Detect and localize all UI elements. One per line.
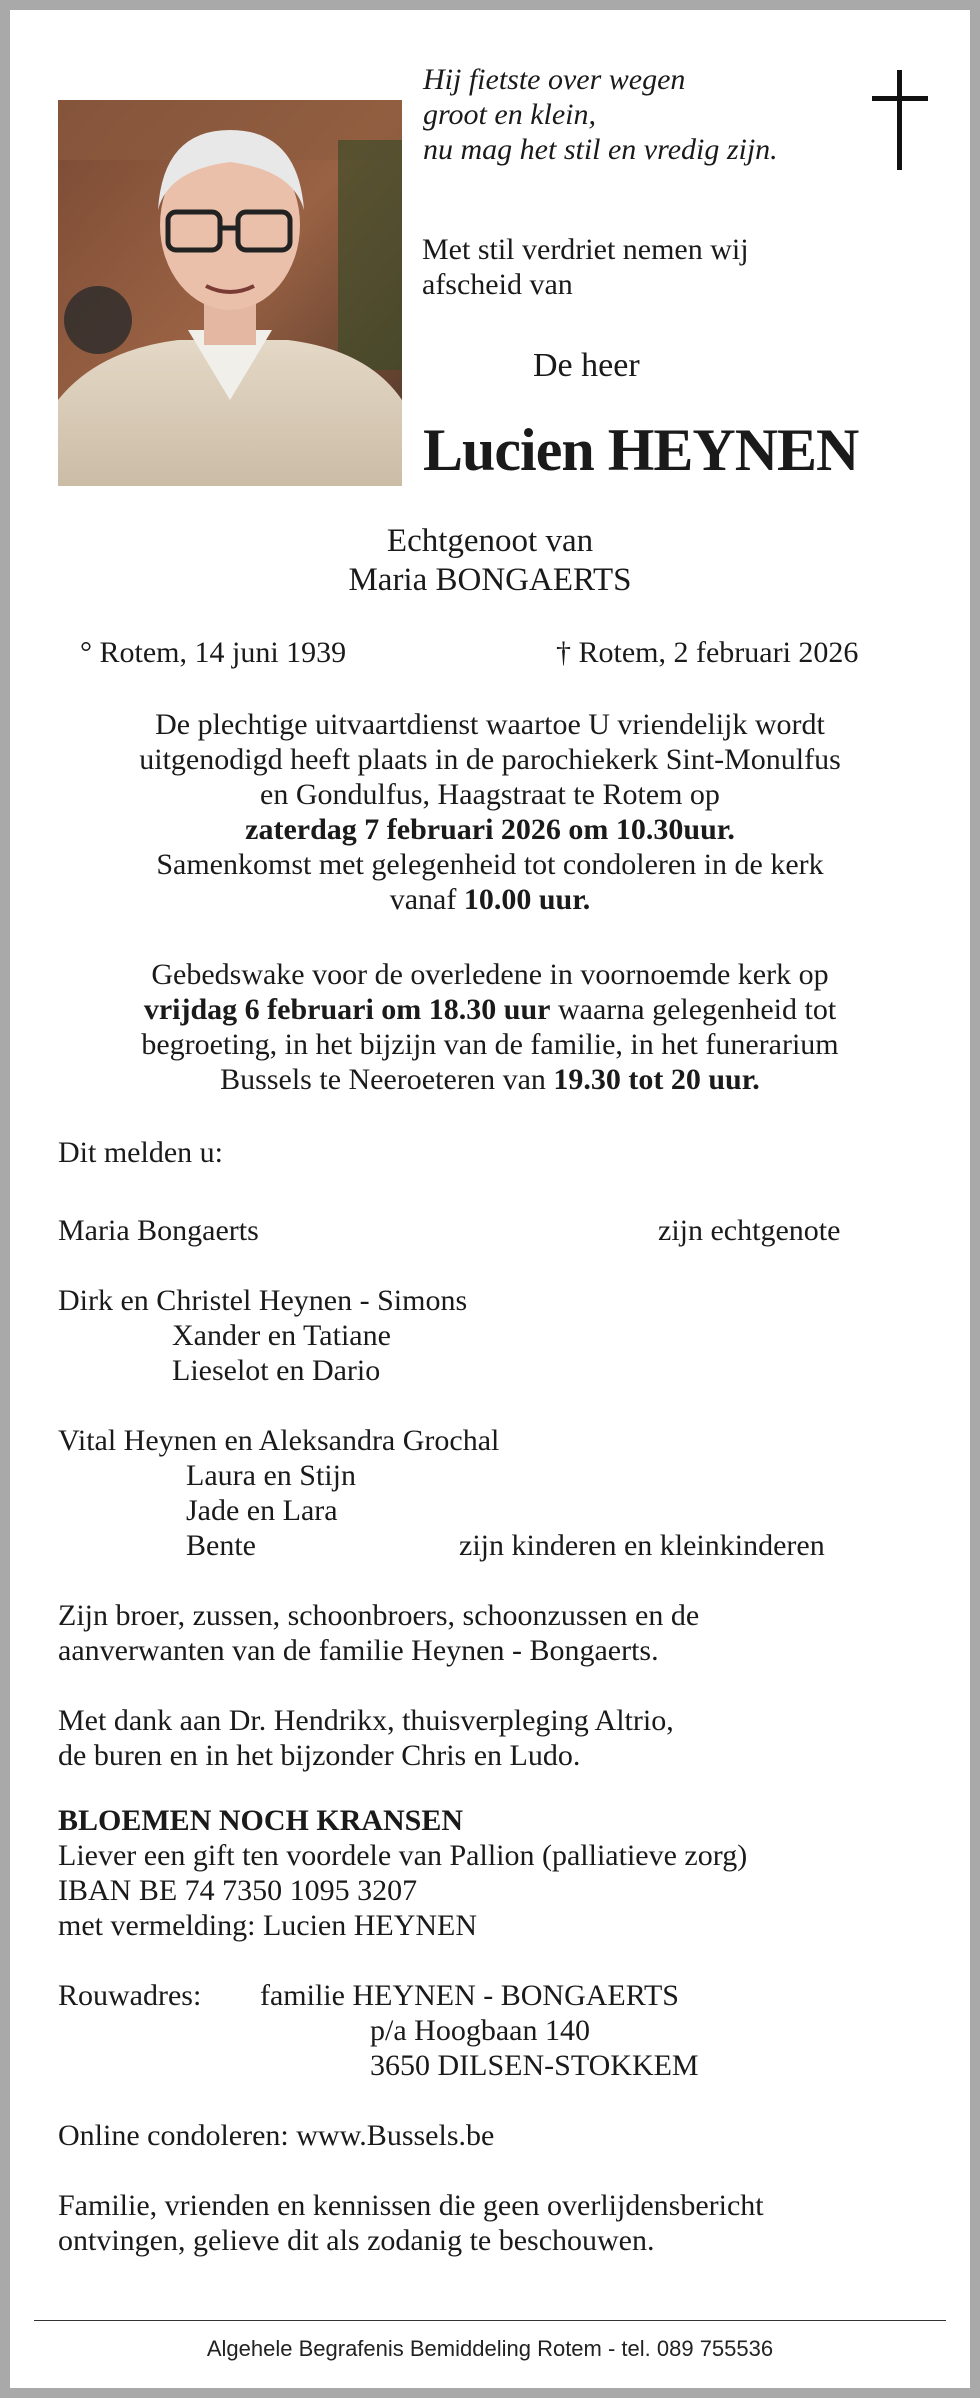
portrait-photo — [58, 100, 402, 486]
relatives-line: aanverwanten van de familie Heynen - Bongaerts. — [58, 1634, 659, 1667]
grandchildren-line: Jade en Lara — [186, 1494, 338, 1527]
cross-icon — [872, 70, 928, 170]
grandchildren-line: Lieselot en Dario — [172, 1354, 381, 1387]
intro-text — [422, 232, 842, 302]
grandchildren-line: Laura en Stijn — [186, 1459, 356, 1492]
relatives-line: Zijn broer, zussen, schoonbroers, schoonzussen en de — [58, 1599, 700, 1632]
funeral-service-info — [10, 707, 970, 917]
poem-line: nu mag het stil en vredig zijn. — [423, 133, 778, 166]
wake-line — [10, 1062, 970, 1097]
birth-info: ° Rotem, 14 juni 1939 — [80, 636, 347, 669]
service-line: Samenkomst met gelegenheid tot condoleren in de kerk — [156, 848, 824, 881]
service-line: uitgenodigd heeft plaats in de parochiekerk Sint-Monulfus — [139, 743, 841, 776]
online-condolences: Online condoleren: www.Bussels.be — [58, 2119, 495, 2152]
announcement: Dit melden u: — [58, 1136, 223, 1169]
thanks-line: Met dank aan Dr. Hendrikx, thuisverpleging Altrio, — [58, 1704, 674, 1737]
wake-line: Gebedswake voor de overledene in voornoemde kerk op — [151, 958, 829, 991]
footer-divider — [34, 2320, 946, 2321]
wake-line — [10, 992, 970, 1027]
service-prefix: vanaf — [389, 883, 464, 916]
service-date: zaterdag 7 februari 2026 om 10.30uur. — [245, 813, 735, 846]
thanks-line: de buren en in het bijzonder Chris en Ludo. — [58, 1739, 581, 1772]
flowers-block — [58, 1803, 747, 1943]
children-relation: zijn kinderen en kleinkinderen — [459, 1529, 825, 1562]
family-child-2: Vital Heynen en Aleksandra Grochal — [58, 1424, 500, 1457]
family-child-1: Dirk en Christel Heynen - Simons — [58, 1284, 468, 1317]
service-time: 10.00 uur. — [463, 883, 591, 916]
service-line: De plechtige uitvaartdienst waartoe U vriendelijk wordt — [155, 708, 825, 741]
grandchildren-line: Bente — [186, 1529, 256, 1562]
wake-line: begroeting, in het bijzijn van de familie, in het funerarium — [141, 1028, 839, 1061]
flowers-line: met vermelding: Lucien HEYNEN — [58, 1909, 478, 1942]
wake-time: 19.30 tot 20 uur. — [553, 1063, 760, 1096]
address-line: familie HEYNEN - BONGAERTS — [260, 1979, 679, 2012]
address-label: Rouwadres: — [58, 1979, 202, 2012]
poem-line: Hij fietste over wegen — [423, 63, 686, 96]
flowers-line: Liever een gift ten voordele van Pallion (palliatieve zorg) — [58, 1839, 748, 1872]
intro-line: afscheid van — [422, 268, 573, 301]
service-line: en Gondulfus, Haagstraat te Rotem op — [260, 778, 720, 811]
spouse-name: Maria BONGAERTS — [348, 562, 632, 598]
thanks-text — [58, 1703, 674, 1773]
service-line — [10, 882, 970, 917]
honorific: De heer — [533, 347, 640, 384]
address-line: 3650 DILSEN-STOKKEM — [370, 2049, 699, 2082]
poem-line: groot en klein, — [423, 98, 597, 131]
address-line: p/a Hoogbaan 140 — [370, 2014, 590, 2047]
footer-credit: Algehele Begrafenis Bemiddeling Rotem - tel. 089 755536 — [206, 2336, 774, 2361]
wake-date: vrijdag 6 februari om 18.30 uur — [143, 993, 551, 1026]
family-spouse-relation: zijn echtgenote — [658, 1214, 841, 1247]
poem — [423, 62, 843, 167]
obituary-card — [10, 10, 970, 2388]
closing-text — [58, 2188, 764, 2258]
spouse-block — [10, 522, 970, 600]
flowers-line: IBAN BE 74 7350 1095 3207 — [58, 1874, 418, 1907]
grandchildren-line: Xander en Tatiane — [172, 1319, 391, 1352]
deceased-name: Lucien HEYNEN — [423, 417, 859, 483]
flowers-heading: BLOEMEN NOCH KRANSEN — [58, 1804, 464, 1837]
wake-text: waarna gelegenheid tot — [550, 993, 837, 1026]
family-spouse-name: Maria Bongaerts — [58, 1214, 259, 1247]
spouse-label: Echtgenoot van — [386, 523, 594, 559]
closing-line: Familie, vrienden en kennissen die geen overlijdensbericht — [58, 2189, 764, 2222]
relatives-text — [58, 1598, 699, 1668]
closing-line: ontvingen, gelieve dit als zodanig te beschouwen. — [58, 2224, 655, 2257]
death-info: † Rotem, 2 februari 2026 — [556, 636, 859, 669]
intro-line: Met stil verdriet nemen wij — [422, 233, 749, 266]
wake-text: Bussels te Neeroeteren van — [220, 1063, 554, 1096]
prayer-wake-info — [10, 957, 970, 1097]
